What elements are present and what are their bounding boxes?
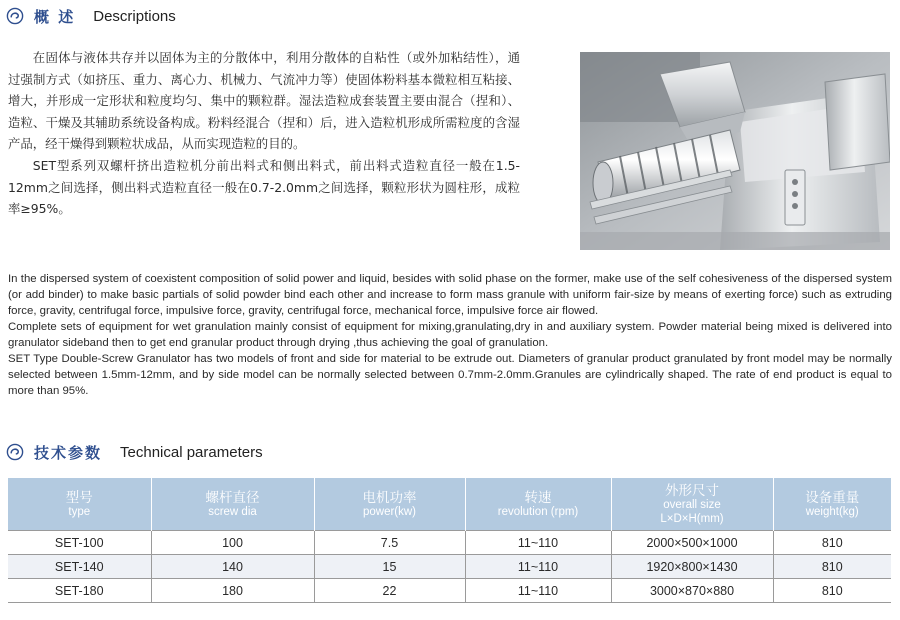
table-row: [8, 579, 891, 603]
column-header-power: [314, 478, 465, 531]
descriptions-title-cn: 概 述: [34, 7, 76, 26]
description-cn-body: [8, 47, 520, 220]
column-header-overall-size: [611, 478, 773, 531]
granulator-photo: [580, 52, 890, 250]
cell-overall-size: 2000×500×1000: [611, 531, 773, 555]
column-header-en: overall size: [663, 498, 721, 511]
cell-type: SET-180: [8, 579, 151, 603]
column-header-en: weight(kg): [805, 505, 859, 518]
cell-screw-dia: 180: [151, 579, 314, 603]
granulator-illustration: [580, 52, 890, 250]
technical-title-en: Technical parameters: [120, 443, 263, 461]
column-header-en: screw dia: [208, 505, 257, 518]
column-header-screw-dia: [151, 478, 314, 531]
technical-heading: [6, 441, 263, 463]
column-header-en: revolution (rpm): [497, 505, 579, 518]
column-header-type: [8, 478, 151, 531]
cell-type: SET-140: [8, 555, 151, 579]
column-header-cn: 设备重量: [805, 489, 860, 505]
column-header-en-units: L×D×H(mm): [660, 512, 724, 525]
column-header-cn: 螺杆直径: [205, 489, 260, 505]
column-header-en: type: [68, 505, 91, 518]
description-en-paragraph: In the dispersed system of coexistent composition of solid power and liquid, besides with solid phase on the former, make use of the self cohesiveness of the dispersed system (or add binder) to make basic partials of solid powder bind each other and increase to form mass granule with uniform fair-size by means of exerting force) such as extruding force, gravity, centrifugal force, impulsive force, gravity, centrifugal force, mechanical force, impulsive force air flowed.: [8, 273, 892, 317]
description-en-body: [8, 271, 892, 399]
technical-title-cn: 技术参数: [34, 443, 103, 462]
column-header-cn: 转速: [524, 489, 552, 505]
table-row: [8, 555, 891, 579]
cell-screw-dia: 140: [151, 555, 314, 579]
description-cn-paragraph: 在固体与液体共存并以固体为主的分散体中，利用分散体的自粘性（或外加粘结性），通过强制方式（如挤压、重力、离心力、机械力、气流冲力等）使固体粉料基本微粒相互粘接、增大，并形成一定形状和粒度均匀、集中的颗粒群。湿法造粒成套装置主要由混合（捏和）、造粒、干燥及其辅助系统设备构成。粉料经混合（捏和）后，进入造粒机形成所需粒度的含湿产品，经干燥得到颗粒状成品，从而实现造粒的目的。: [8, 50, 520, 152]
column-header-revolution: [465, 478, 611, 531]
circle-swirl-icon: [6, 443, 24, 461]
cell-overall-size: 1920×800×1430: [611, 555, 773, 579]
description-en-paragraph: SET Type Double-Screw Granulator has two models of front and side for material to be extrude out. Diameters of granular product granulated by front model may be normally selected between 1.5mm-12mm, and by side model can be normally selected between 0.7mm-2.0mm.Granules are cylindrically shaped. The rate of end product is equal to more than 95%.: [8, 353, 892, 397]
descriptions-title-en: Descriptions: [93, 7, 176, 25]
cell-power: 7.5: [314, 531, 465, 555]
technical-parameters-table: [8, 478, 891, 603]
description-en-paragraph: Complete sets of equipment for wet granulation mainly consist of equipment for mixing,granulating,dry in and auxiliary system. Powder material being mixed is delivered into granulator sideband then to get end granular product through drying ,thus achieving the goal of granulation.: [8, 321, 892, 349]
cell-revolution: 11~110: [465, 579, 611, 603]
cell-screw-dia: 100: [151, 531, 314, 555]
table-header-row: [8, 478, 891, 531]
cell-weight: 810: [773, 555, 891, 579]
cell-power: 15: [314, 555, 465, 579]
circle-swirl-icon: [6, 7, 24, 25]
column-header-en: power(kw): [362, 505, 417, 518]
descriptions-heading: [6, 5, 176, 27]
cell-revolution: 11~110: [465, 555, 611, 579]
column-header-cn: 型号: [65, 489, 93, 505]
column-header-weight: [773, 478, 891, 531]
cell-power: 22: [314, 579, 465, 603]
column-header-cn: 外形尺寸: [665, 482, 719, 498]
cell-overall-size: 3000×870×880: [611, 579, 773, 603]
cell-weight: 810: [773, 579, 891, 603]
table-row: [8, 531, 891, 555]
cell-revolution: 11~110: [465, 531, 611, 555]
cell-type: SET-100: [8, 531, 151, 555]
column-header-cn: 电机功率: [362, 489, 417, 505]
description-cn-paragraph: SET型系列双螺杆挤出造粒机分前出料式和侧出料式，前出料式造粒直径一般在1.5-12mm之间选择，侧出料式造粒直径一般在0.7-2.0mm之间选择，颗粒形状为圆柱形，成粒率≥95%。: [8, 157, 520, 217]
cell-weight: 810: [773, 531, 891, 555]
